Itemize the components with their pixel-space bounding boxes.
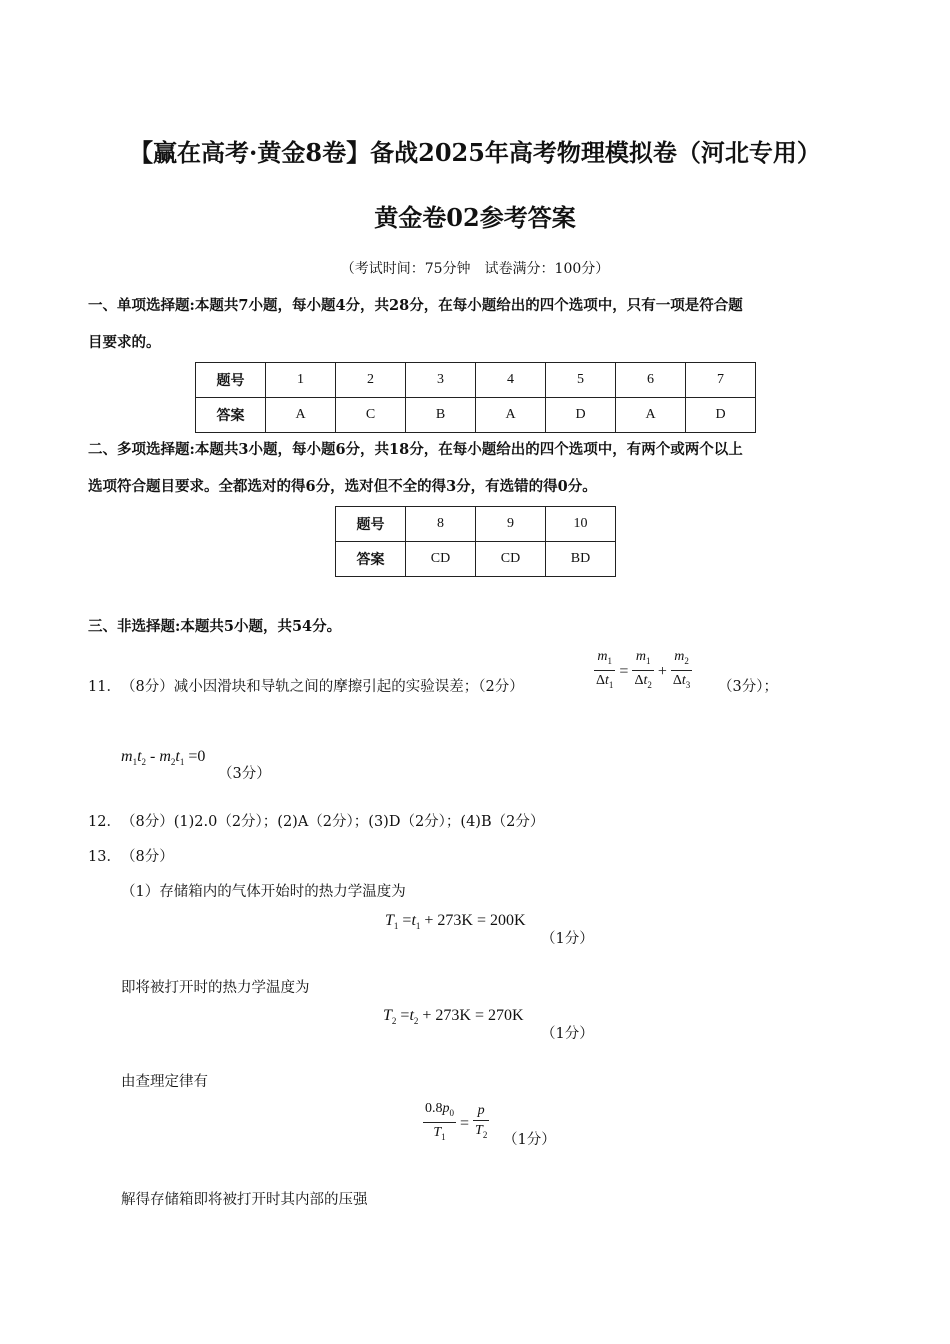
question-number: 3 <box>406 363 476 398</box>
answer-cell: A <box>266 398 336 433</box>
question-number: 4 <box>476 363 546 398</box>
question-number: 7 <box>686 363 756 398</box>
answer-cell: D <box>546 398 616 433</box>
q12-text: （8分）(1)2.0（2分）；(2)A（2分）；(3)D（2分）；(4)B（2分） <box>121 814 545 830</box>
question-number: 9 <box>476 507 546 542</box>
table-row <box>196 363 756 398</box>
question-number: 5 <box>546 363 616 398</box>
answer-cell: A <box>616 398 686 433</box>
exam-info: （考试时间：75分钟 试卷满分：100分） <box>340 261 610 277</box>
section1-answer-table <box>195 362 756 433</box>
section1-heading: 一、单项选择题:本题共7小题，每小题4分，共28分，在每小题给出的四个选项中，只有一项是符合题 <box>88 297 743 314</box>
answer-cell: C <box>336 398 406 433</box>
q12-number: 12． <box>88 814 121 830</box>
q11-text: （8分）减小因滑块和导轨之间的摩擦引起的实验误差；（2分） <box>121 679 524 695</box>
answer-cell: BD <box>546 542 616 577</box>
section3-heading: 三、非选择题:本题共5小题，共54分。 <box>88 618 342 635</box>
q11-equation-2: $m_1t_2 - m_2t_1 =0$ <box>121 748 206 768</box>
table-row <box>336 507 616 542</box>
q11-eq1-score: （3分）； <box>718 679 778 695</box>
section2-heading-cont: 选项符合题目要求。全都选对的得6分，选对但不全的得3分，有选错的得0分。 <box>88 478 597 495</box>
section2-heading: 二、多项选择题:本题共3小题，每小题6分，共18分，在每小题给出的四个选项中，有两个或两个以上 <box>88 441 743 458</box>
question-number: 1 <box>266 363 336 398</box>
q13-charles-law-equation: $\frac{0.8p_0}{T_1}$ = $\frac{p}{T_2}$ <box>423 1100 489 1147</box>
q13-line4: 解得存储箱即将被打开时其内部的压强 <box>121 1192 368 1208</box>
q13-equation-t2: $T_2 =t_2 + 273K = 270K$ <box>383 1007 524 1027</box>
document-subtitle: 黄金卷02参考答案 <box>374 203 576 232</box>
q13-part1: （1）存储箱内的气体开始时的热力学温度为 <box>121 884 406 900</box>
answer-cell: D <box>686 398 756 433</box>
q13-line3: 由查理定律有 <box>121 1074 208 1090</box>
row-label: 答案 <box>336 542 406 577</box>
answer-cell: CD <box>476 542 546 577</box>
document-title: 【赢在高考·黄金8卷】备战2025年高考物理模拟卷（河北专用） <box>129 138 821 167</box>
row-label: 答案 <box>196 398 266 433</box>
question-number: 6 <box>616 363 686 398</box>
table-row <box>196 398 756 433</box>
answer-cell: A <box>476 398 546 433</box>
q13-number: 13． <box>88 849 121 865</box>
section1-heading-cont: 目要求的。 <box>88 334 161 351</box>
answer-cell: B <box>406 398 476 433</box>
section2-answer-table <box>335 506 616 577</box>
answer-cell: CD <box>406 542 476 577</box>
q13-eq2-score: （1分） <box>541 1026 594 1042</box>
q13-eq1-score: （1分） <box>541 931 594 947</box>
q13-score: （8分） <box>121 849 174 865</box>
table-row <box>336 542 616 577</box>
q11-eq2-score: （3分） <box>218 766 271 782</box>
q11-number: 11． <box>88 679 121 695</box>
question-number: 2 <box>336 363 406 398</box>
question-number: 8 <box>406 507 476 542</box>
row-label: 题号 <box>196 363 266 398</box>
q13-line2: 即将被打开时的热力学温度为 <box>121 980 310 996</box>
q11-momentum-equation: $\frac{m_1}{\Delta t_1}$ = $\frac{m_1}{\Delta t_2}$ + $\frac{m_2}{\Delta t_3}$ <box>594 648 692 695</box>
question-number: 10 <box>546 507 616 542</box>
row-label: 题号 <box>336 507 406 542</box>
q13-equation-t1: $T_1 =t_1 + 273K = 200K$ <box>385 912 526 932</box>
q13-eq3-score: （1分） <box>503 1132 556 1148</box>
